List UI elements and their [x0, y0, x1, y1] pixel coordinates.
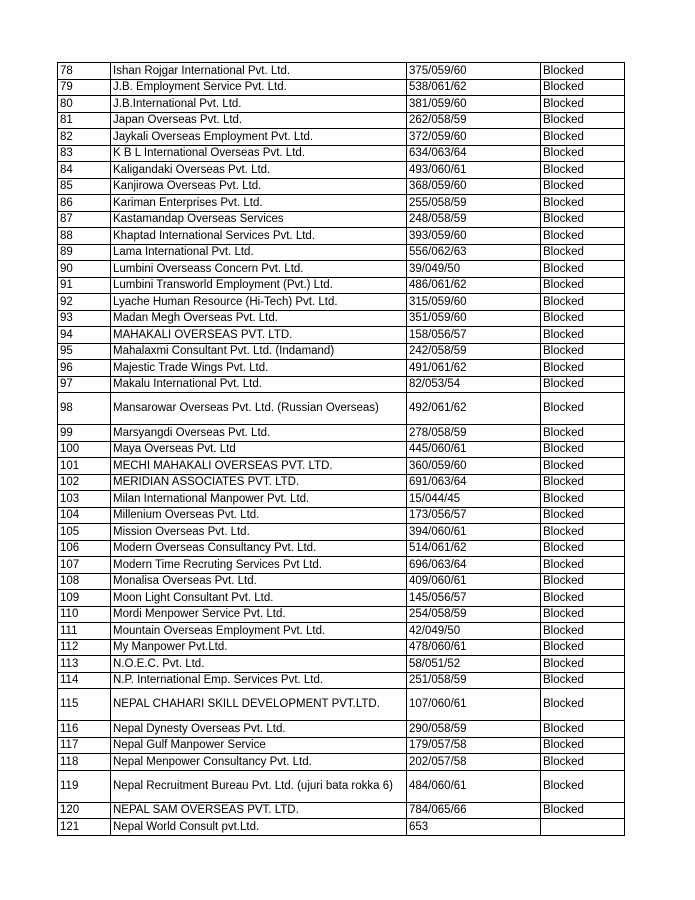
registration-number-cell: 394/060/61 [407, 524, 541, 541]
row-number-cell: 100 [58, 441, 111, 458]
agency-name-cell: Lama International Pvt. Ltd. [111, 244, 407, 261]
registration-number-cell: 491/061/62 [407, 360, 541, 377]
agency-name-cell: Kariman Enterprises Pvt. Ltd. [111, 195, 407, 212]
status-cell: Blocked [541, 129, 625, 146]
row-number-cell: 99 [58, 425, 111, 442]
row-number-cell: 80 [58, 96, 111, 113]
agency-name-cell: Nepal Gulf Manpower Service [111, 737, 407, 754]
agency-name-cell: Monalisa Overseas Pvt. Ltd. [111, 573, 407, 590]
table-row [58, 689, 625, 721]
table-row [58, 754, 625, 771]
agency-name-cell: Kanjirowa Overseas Pvt. Ltd. [111, 178, 407, 195]
status-cell: Blocked [541, 540, 625, 557]
table-row [58, 737, 625, 754]
status-cell: Blocked [541, 310, 625, 327]
agency-name-cell: Nepal Recruitment Bureau Pvt. Ltd. (ujuri bata rokka 6) [111, 770, 407, 802]
registration-number-cell: 278/058/59 [407, 425, 541, 442]
agency-name-cell: Mission Overseas Pvt. Ltd. [111, 524, 407, 541]
row-number-cell: 109 [58, 590, 111, 607]
status-cell: Blocked [541, 261, 625, 278]
status-cell: Blocked [541, 376, 625, 393]
row-number-cell: 86 [58, 195, 111, 212]
row-number-cell: 96 [58, 360, 111, 377]
registration-number-cell: 173/056/57 [407, 507, 541, 524]
agency-name-cell: Khaptad International Services Pvt. Ltd. [111, 228, 407, 245]
row-number-cell: 81 [58, 112, 111, 129]
status-cell: Blocked [541, 79, 625, 96]
table-row [58, 770, 625, 802]
row-number-cell: 93 [58, 310, 111, 327]
row-number-cell: 88 [58, 228, 111, 245]
records-body [58, 63, 625, 836]
registration-number-cell: 492/061/62 [407, 393, 541, 425]
table-row [58, 327, 625, 344]
row-number-cell: 84 [58, 162, 111, 179]
agency-name-cell: MECHI MAHAKALI OVERSEAS PVT. LTD. [111, 458, 407, 475]
row-number-cell: 102 [58, 474, 111, 491]
registration-number-cell: 202/057/58 [407, 754, 541, 771]
status-cell: Blocked [541, 425, 625, 442]
registration-number-cell: 409/060/61 [407, 573, 541, 590]
table-row [58, 145, 625, 162]
registration-number-cell: 248/058/59 [407, 211, 541, 228]
status-cell: Blocked [541, 112, 625, 129]
table-row [58, 672, 625, 689]
registration-number-cell: 784/065/66 [407, 802, 541, 819]
agency-name-cell: Lumbini Overseass Concern Pvt. Ltd. [111, 261, 407, 278]
row-number-cell: 107 [58, 557, 111, 574]
registration-number-cell: 486/061/62 [407, 277, 541, 294]
registration-number-cell: 375/059/60 [407, 63, 541, 80]
status-cell: Blocked [541, 656, 625, 673]
table-row [58, 376, 625, 393]
row-number-cell: 108 [58, 573, 111, 590]
registration-number-cell: 254/058/59 [407, 606, 541, 623]
agency-name-cell: Kastamandap Overseas Services [111, 211, 407, 228]
row-number-cell: 92 [58, 294, 111, 311]
table-row [58, 228, 625, 245]
agency-records-table [57, 62, 625, 836]
status-cell: Blocked [541, 277, 625, 294]
table-row [58, 261, 625, 278]
agency-name-cell: Nepal Dynesty Overseas Pvt. Ltd. [111, 721, 407, 738]
table-row [58, 590, 625, 607]
agency-name-cell: Mahalaxmi Consultant Pvt. Ltd. (Indamand) [111, 343, 407, 360]
agency-name-cell: NEPAL CHAHARI SKILL DEVELOPMENT PVT.LTD. [111, 689, 407, 721]
status-cell: Blocked [541, 360, 625, 377]
status-cell: Blocked [541, 491, 625, 508]
table-row [58, 802, 625, 819]
registration-number-cell: 290/058/59 [407, 721, 541, 738]
registration-number-cell: 242/058/59 [407, 343, 541, 360]
table-row [58, 819, 625, 836]
table-row [58, 491, 625, 508]
status-cell: Blocked [541, 754, 625, 771]
registration-number-cell: 351/059/60 [407, 310, 541, 327]
agency-name-cell: Nepal Menpower Consultancy Pvt. Ltd. [111, 754, 407, 771]
agency-name-cell: J.B. Employment Service Pvt. Ltd. [111, 79, 407, 96]
row-number-cell: 116 [58, 721, 111, 738]
row-number-cell: 117 [58, 737, 111, 754]
status-cell: Blocked [541, 211, 625, 228]
registration-number-cell: 107/060/61 [407, 689, 541, 721]
registration-number-cell: 381/059/60 [407, 96, 541, 113]
agency-name-cell: Lumbini Transworld Employment (Pvt.) Ltd. [111, 277, 407, 294]
row-number-cell: 105 [58, 524, 111, 541]
status-cell: Blocked [541, 770, 625, 802]
registration-number-cell: 556/062/63 [407, 244, 541, 261]
status-cell: Blocked [541, 606, 625, 623]
registration-number-cell: 393/059/60 [407, 228, 541, 245]
table-row [58, 524, 625, 541]
table-row [58, 540, 625, 557]
table-row [58, 656, 625, 673]
registration-number-cell: 42/049/50 [407, 623, 541, 640]
agency-name-cell: Majestic Trade Wings Pvt. Ltd. [111, 360, 407, 377]
row-number-cell: 89 [58, 244, 111, 261]
row-number-cell: 78 [58, 63, 111, 80]
status-cell: Blocked [541, 458, 625, 475]
agency-name-cell: Mountain Overseas Employment Pvt. Ltd. [111, 623, 407, 640]
row-number-cell: 103 [58, 491, 111, 508]
table-row [58, 129, 625, 146]
status-cell: Blocked [541, 802, 625, 819]
row-number-cell: 121 [58, 819, 111, 836]
registration-number-cell: 15/044/45 [407, 491, 541, 508]
agency-name-cell: Kaligandaki Overseas Pvt. Ltd. [111, 162, 407, 179]
agency-name-cell: My Manpower Pvt.Ltd. [111, 639, 407, 656]
row-number-cell: 87 [58, 211, 111, 228]
registration-number-cell: 179/057/58 [407, 737, 541, 754]
agency-name-cell: Marsyangdi Overseas Pvt. Ltd. [111, 425, 407, 442]
status-cell: Blocked [541, 63, 625, 80]
row-number-cell: 101 [58, 458, 111, 475]
status-cell: Blocked [541, 441, 625, 458]
table-row [58, 639, 625, 656]
row-number-cell: 85 [58, 178, 111, 195]
agency-name-cell: Mansarowar Overseas Pvt. Ltd. (Russian Overseas) [111, 393, 407, 425]
row-number-cell: 119 [58, 770, 111, 802]
agency-name-cell: Milan International Manpower Pvt. Ltd. [111, 491, 407, 508]
status-cell: Blocked [541, 393, 625, 425]
status-cell: Blocked [541, 721, 625, 738]
row-number-cell: 94 [58, 327, 111, 344]
row-number-cell: 82 [58, 129, 111, 146]
agency-name-cell: Japan Overseas Pvt. Ltd. [111, 112, 407, 129]
table-row [58, 721, 625, 738]
registration-number-cell: 372/059/60 [407, 129, 541, 146]
row-number-cell: 118 [58, 754, 111, 771]
status-cell: Blocked [541, 343, 625, 360]
table-row [58, 310, 625, 327]
registration-number-cell: 255/058/59 [407, 195, 541, 212]
status-cell: Blocked [541, 524, 625, 541]
row-number-cell: 115 [58, 689, 111, 721]
table-row [58, 573, 625, 590]
agency-name-cell: Moon Light Consultant Pvt. Ltd. [111, 590, 407, 607]
status-cell: Blocked [541, 195, 625, 212]
status-cell: Blocked [541, 244, 625, 261]
status-cell: Blocked [541, 672, 625, 689]
table-row [58, 623, 625, 640]
table-row [58, 606, 625, 623]
row-number-cell: 83 [58, 145, 111, 162]
row-number-cell: 91 [58, 277, 111, 294]
agency-name-cell: Modern Time Recruting Services Pvt Ltd. [111, 557, 407, 574]
status-cell: Blocked [541, 689, 625, 721]
agency-name-cell: Ishan Rojgar International Pvt. Ltd. [111, 63, 407, 80]
registration-number-cell: 493/060/61 [407, 162, 541, 179]
registration-number-cell: 484/060/61 [407, 770, 541, 802]
status-cell: Blocked [541, 737, 625, 754]
agency-name-cell: Mordi Menpower Service Pvt. Ltd. [111, 606, 407, 623]
row-number-cell: 95 [58, 343, 111, 360]
registration-number-cell: 478/060/61 [407, 639, 541, 656]
agency-name-cell: Makalu International Pvt. Ltd. [111, 376, 407, 393]
registration-number-cell: 538/061/62 [407, 79, 541, 96]
agency-name-cell: Madan Megh Overseas Pvt. Ltd. [111, 310, 407, 327]
table-row [58, 112, 625, 129]
table-row [58, 441, 625, 458]
agency-name-cell: Maya Overseas Pvt. Ltd [111, 441, 407, 458]
table-row [58, 343, 625, 360]
status-cell: Blocked [541, 557, 625, 574]
status-cell: Blocked [541, 294, 625, 311]
row-number-cell: 113 [58, 656, 111, 673]
registration-number-cell: 360/059/60 [407, 458, 541, 475]
status-cell: Blocked [541, 507, 625, 524]
row-number-cell: 98 [58, 393, 111, 425]
status-cell: Blocked [541, 228, 625, 245]
status-cell: Blocked [541, 162, 625, 179]
registration-number-cell: 315/059/60 [407, 294, 541, 311]
row-number-cell: 114 [58, 672, 111, 689]
table-row [58, 96, 625, 113]
agency-name-cell: N.O.E.C. Pvt. Ltd. [111, 656, 407, 673]
status-cell: Blocked [541, 178, 625, 195]
table-row [58, 79, 625, 96]
registration-number-cell: 39/049/50 [407, 261, 541, 278]
table-row [58, 178, 625, 195]
table-row [58, 507, 625, 524]
status-cell: Blocked [541, 590, 625, 607]
row-number-cell: 104 [58, 507, 111, 524]
agency-name-cell: Lyache Human Resource (Hi-Tech) Pvt. Ltd. [111, 294, 407, 311]
table-row [58, 425, 625, 442]
registration-number-cell: 262/058/59 [407, 112, 541, 129]
agency-name-cell: Nepal World Consult pvt.Ltd. [111, 819, 407, 836]
status-cell: Blocked [541, 474, 625, 491]
registration-number-cell: 58/051/52 [407, 656, 541, 673]
table-row [58, 277, 625, 294]
registration-number-cell: 514/061/62 [407, 540, 541, 557]
agency-name-cell: MERIDIAN ASSOCIATES PVT. LTD. [111, 474, 407, 491]
table-row [58, 162, 625, 179]
agency-name-cell: Modern Overseas Consultancy Pvt. Ltd. [111, 540, 407, 557]
agency-name-cell: N.P. International Emp. Services Pvt. Ltd. [111, 672, 407, 689]
row-number-cell: 106 [58, 540, 111, 557]
status-cell [541, 819, 625, 836]
registration-number-cell: 145/056/57 [407, 590, 541, 607]
registration-number-cell: 82/053/54 [407, 376, 541, 393]
registration-number-cell: 634/063/64 [407, 145, 541, 162]
row-number-cell: 79 [58, 79, 111, 96]
table-row [58, 211, 625, 228]
registration-number-cell: 696/063/64 [407, 557, 541, 574]
table-row [58, 294, 625, 311]
status-cell: Blocked [541, 639, 625, 656]
status-cell: Blocked [541, 145, 625, 162]
status-cell: Blocked [541, 573, 625, 590]
table-row [58, 195, 625, 212]
table-row [58, 360, 625, 377]
agency-name-cell: K B L International Overseas Pvt. Ltd. [111, 145, 407, 162]
table-row [58, 557, 625, 574]
row-number-cell: 112 [58, 639, 111, 656]
agency-name-cell: Jaykali Overseas Employment Pvt. Ltd. [111, 129, 407, 146]
registration-number-cell: 691/063/64 [407, 474, 541, 491]
agency-name-cell: NEPAL SAM OVERSEAS PVT. LTD. [111, 802, 407, 819]
table-row [58, 244, 625, 261]
row-number-cell: 110 [58, 606, 111, 623]
registration-number-cell: 158/056/57 [407, 327, 541, 344]
registration-number-cell: 653 [407, 819, 541, 836]
table-row [58, 63, 625, 80]
row-number-cell: 90 [58, 261, 111, 278]
agency-name-cell: J.B.International Pvt. Ltd. [111, 96, 407, 113]
registration-number-cell: 368/059/60 [407, 178, 541, 195]
row-number-cell: 97 [58, 376, 111, 393]
row-number-cell: 120 [58, 802, 111, 819]
registration-number-cell: 445/060/61 [407, 441, 541, 458]
table-row [58, 458, 625, 475]
table-row [58, 393, 625, 425]
table-row [58, 474, 625, 491]
status-cell: Blocked [541, 96, 625, 113]
registration-number-cell: 251/058/59 [407, 672, 541, 689]
status-cell: Blocked [541, 623, 625, 640]
agency-name-cell: Millenium Overseas Pvt. Ltd. [111, 507, 407, 524]
status-cell: Blocked [541, 327, 625, 344]
row-number-cell: 111 [58, 623, 111, 640]
agency-name-cell: MAHAKALI OVERSEAS PVT. LTD. [111, 327, 407, 344]
